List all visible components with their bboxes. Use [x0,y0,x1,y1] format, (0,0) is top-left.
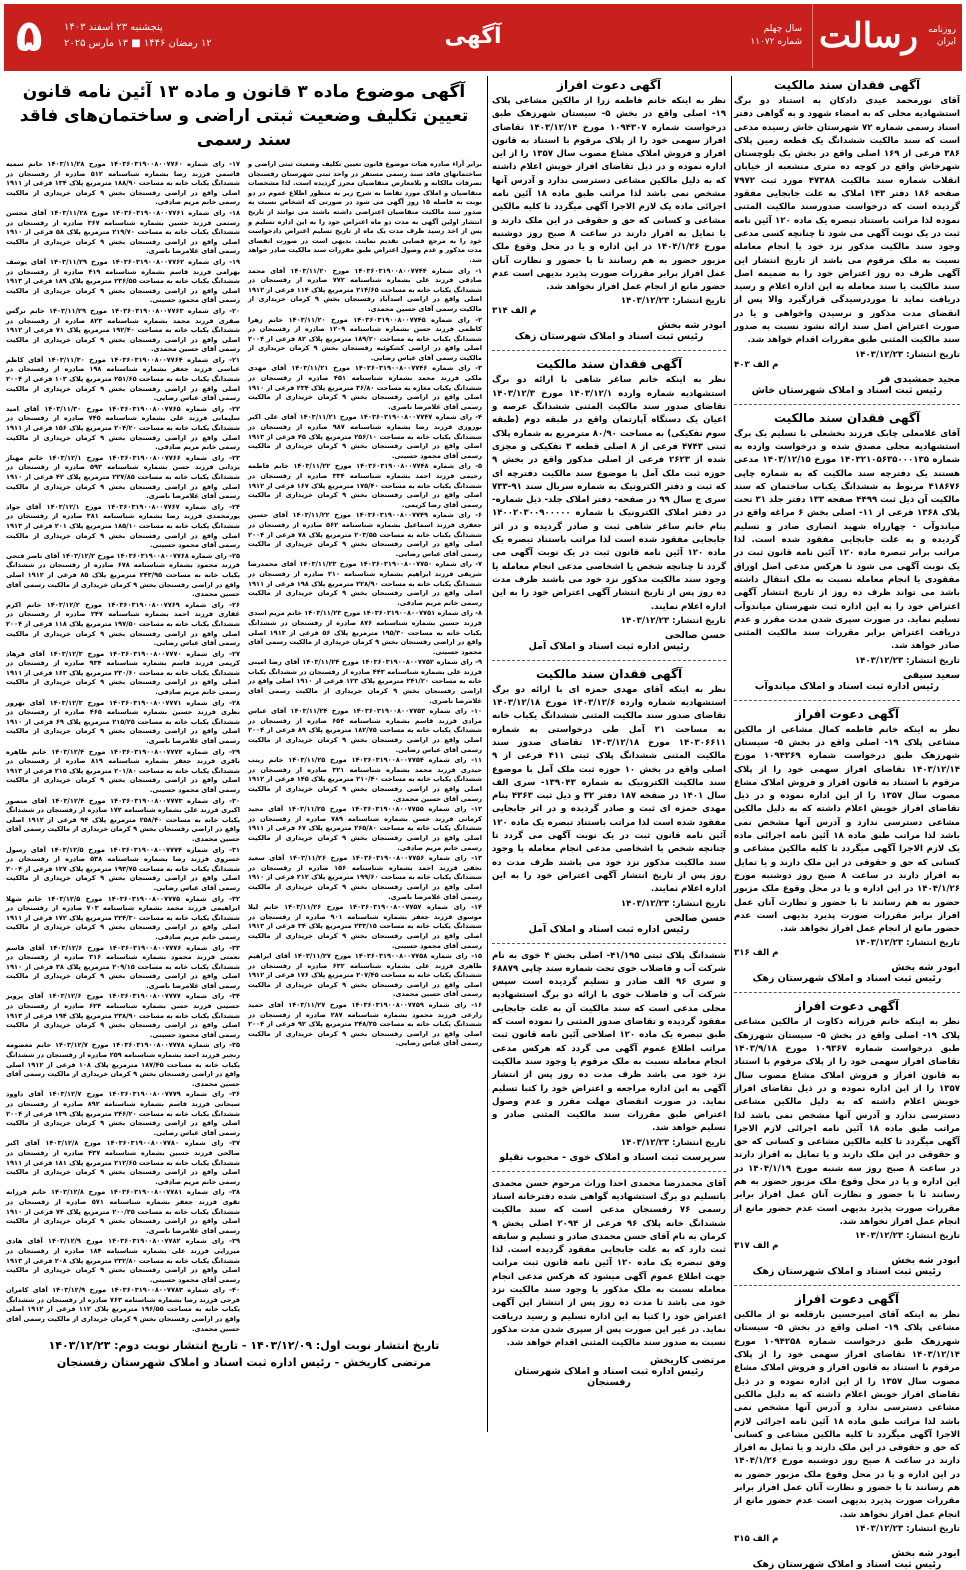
register-entry: ۱۰- رای شماره ۱۴۰۳۶۰۳۱۹۰۰۸۰۰۷۷۵۳ مورخ ۱۴۰۳/۱۱/۲۴ آقای عباس مرادی فرزند قاسم بشماره شناسنامه ۶۵۴ صادره از رفسنجان در ششدانگ یکباب خانه به مساحت ۱۸۲/۷۵ مترمربع پلاک ۸۹ فرعی از ۲۰۰۴ اصلی واقع در اراضی رفسنجان بخش ۹ کرمان خریداری از مالکیت رسمی آقای عباس رضایی. [248,707,482,754]
section-title: آگهی [444,23,502,49]
ad-title: آگهی فقدان سند مالکیت [773,410,921,425]
ad-date: تاریخ انتشار: ۱۴۰۳/۱۲/۲۳ [854,655,960,666]
register-entry: ۲۶- رای شماره ۱۴۰۳۶۰۳۱۹۰۰۸۰۰۷۷۶۹ مورخ ۱۴۰۳/۱۲/۲ خانم اکرم غفاری فرزند احمد بشماره شناسنامه ۲۴۷ صادره از رفسنجان در ششدانگ یکباب خانه به مساحت ۱۹۷/۵۰ مترمربع پلاک ۱۱۸ فرعی از ۲۰۰۴ اصلی واقع در اراضی رفسنجان بخش ۹ کرمان خریداری از مالکیت رسمی آقای عباس رضایی. [6,600,240,648]
register-entry: ۷- رای شماره ۱۴۰۳۶۰۳۱۹۰۰۸۰۰۷۷۵۰ مورخ ۱۴۰۳/۱۱/۲۳ آقای محمدرضا شریفی فرزند ابراهیم بشماره شناسنامه ۲۱۰ صادره از رفسنجان در ششدانگ یکباب خانه به مساحت ۲۲۸/۹۰ مترمربع پلاک ۱۹۸ فرعی از ۱۹۱۱ اصلی واقع در اراضی رفسنجان بخش ۹ کرمان خریداری از مالکیت رسمی خانم مریم صادقی. [248,560,482,607]
ad-code: م الف ۳۱۷ [734,1241,779,1252]
register-entry: ۲۵- رای شماره ۱۴۰۳۶۰۳۱۹۰۰۸۰۰۷۷۶۸ مورخ ۱۴۰۳/۱۲/۲ آقای ناصر فتحی فرزند محمود بشماره شناسنامه ۶۷۸ صادره از رفسنجان در ششدانگ یکباب خانه به مساحت ۲۴۳/۹۵ مترمربع پلاک ۸۵ فرعی از ۱۹۱۲ اصلی واقع در اراضی رفسنجان بخش ۹ کرمان خریداری از مالکیت رسمی آقای حسین محمدی. [6,551,241,599]
ad-date: تاریخ انتشار: ۱۴۰۳/۱۲/۲۳ [620,296,726,307]
register-entry: ۲- رای شماره ۱۴۰۳۶۰۳۱۹۰۰۸۰۰۷۷۴۵ مورخ ۱۴۰۳/۱۱/۲۰ خانم زهرا کاظمی فرزند حسن بشماره شناسنامه ۱۲۰۹ صادره از رفسنجان در ششدانگ یکباب خانه به مساحت ۱۸۹/۲۰ مترمربع پلاک ۸۲ فرعی از ۲۰۰۴ اصلی واقع در اراضی کشکوئیه رفسنجان بخش ۹ کرمان خریداری از مالکیت رسمی آقای عباس رضایی. [248,315,482,362]
ad-signer: سرپرست ثبت اسناد و املاک خوی - محبوب نقیلو [499,1151,726,1163]
register-entry: ۲۰- رای شماره ۱۴۰۳۶۰۳۱۹۰۰۸۰۰۷۷۶۳ مورخ ۱۴۰۳/۱۱/۲۹ خانم نرگس صفری فرزند محمد بشماره شناسنامه ۸۲۳ صادره از رفسنجان در ششدانگ یکباب خانه به مساحت ۱۹۲/۴۰ مترمربع پلاک ۷۱ فرعی از ۱۹۱۲ اصلی واقع در اراضی رفسنجان بخش ۹ کرمان خریداری از مالکیت رسمی آقای حسین محمدی. [6,306,241,354]
ads-column-right [734,76,961,1570]
register-entry: ۱۳- رای شماره ۱۴۰۳۶۰۳۱۹۰۰۸۰۰۷۷۵۶ مورخ ۱۴۰۳/۱۱/۲۶ آقای سعید نجفی فرزند احمد بشماره شناسنامه ۱۵۶ صادره از رفسنجان در ششدانگ یکباب خانه به مساحت ۱۹۹/۶۰ مترمربع پلاک ۲۱۲ فرعی از ۱۹۱۰ اصلی واقع در اراضی رفسنجان بخش ۹ کرمان خریداری از مالکیت رسمی آقای غلامرضا ناصری. [248,854,482,901]
register-entry: ۳- رای شماره ۱۴۰۳۶۰۳۱۹۰۰۸۰۰۷۷۴۶ مورخ ۱۴۰۳/۱۱/۲۱ آقای مهدی ملکی فرزند محمد بشماره شناسنامه ۴۵۱ صادره از رفسنجان در ششدانگ یکباب مغازه به مساحت ۳۶/۸۰ مترمربع پلاک ۲۳۴ فرعی از ۱۹۱۰ اصلی واقع در اراضی رفسنجان بخش ۹ کرمان خریداری از مالکیت رسمی آقای غلامرضا ناصری. [248,364,483,411]
ad-notice [492,78,726,342]
register-entry: ۲۴- رای شماره ۱۴۰۳۶۰۳۱۹۰۰۸۰۰۷۷۶۷ مورخ ۱۴۰۳/۱۲/۱ آقای جواد پورمحمدی فرزند رضا بشماره شناسنامه ۳۸۱ صادره از رفسنجان در ششدانگ یکباب خانه به مساحت ۱۸۵/۱۰ مترمربع پلاک ۲۰۱ فرعی از ۱۹۱۳ اصلی واقع در اراضی رفسنجان بخش ۹ کرمان خریداری از مالکیت رسمی آقای محمود حسینی. [6,502,241,550]
register-entry: ۴۰- رای شماره ۱۴۰۳۶۰۳۱۹۰۰۸۰۰۷۷۸۳ مورخ ۱۴۰۳/۱۲/۹ آقای کامران فرجی فرزند رضا بشماره شناسنامه ۷۶۳ صادره از رفسنجان در ششدانگ یکباب خانه به مساحت ۱۹۶/۵۵ مترمربع پلاک ۱۱۲ فرعی از ۱۹۱۲ اصلی واقع در اراضی رفسنجان بخش ۹ کرمان خریداری از مالکیت رسمی آقای حسین محمدی. [6,1286,241,1333]
ad-notice [734,999,960,1277]
ad-date: تاریخ انتشار: ۱۴۰۳/۱۲/۲۳ [620,898,726,909]
ad-code: م الف ۳۱۶ [734,948,779,959]
ad-office: رئیس ثبت اسناد و املاک شهرستان زهک [514,331,704,343]
ad-notice [734,411,960,692]
register-entry: ۱۱- رای شماره ۱۴۰۳۶۰۳۱۹۰۰۸۰۰۷۷۵۴ مورخ ۱۴۰۳/۱۱/۲۵ خانم زینب حیدری فرزند محمد بشماره شناسنامه ۳۲۱ صادره از رفسنجان در ششدانگ یکباب خانه به مساحت ۲۱۰/۴۰ مترمربع پلاک ۱۴۵ فرعی از ۱۹۱۲ اصلی واقع در اراضی رفسنجان بخش ۹ کرمان خریداری از مالکیت رسمی آقای حسین محمدی. [248,756,482,803]
ad-code: م الف ۴۰۳ [734,359,779,370]
ad-title: آگهی فقدان سند مالکیت [535,666,683,681]
ad-separator [734,700,960,701]
date-solar: پنجشنبه ۲۳ اسفند ۱۴۰۳ [64,22,163,33]
register-entry: ۳۰- رای شماره ۱۴۰۳۶۰۳۱۹۰۰۸۰۰۷۷۷۳ مورخ ۱۴۰۳/۱۲/۴ آقای منصور اکبری فرزند علی بشماره شناسنامه ۱۷۲ صادره از رفسنجان در ششدانگ یکباب خانه به مساحت ۲۵۸/۴۰ مترمربع پلاک ۹۴ فرعی از ۱۹۱۲ اصلی واقع در اراضی رفسنجان بخش ۹ کرمان خریداری از مالکیت رسمی آقای حسین محمدی. [6,796,241,843]
ad-signer: حسن صالحی [664,629,726,641]
register-entry: ۱۵- رای شماره ۱۴۰۳۶۰۳۱۹۰۰۸۰۰۷۷۵۸ مورخ ۱۴۰۳/۱۱/۲۷ آقای ابراهیم طاهری فرزند علی بشماره شناسنامه ۶۳۲ صادره از رفسنجان در ششدانگ یکباب خانه به مساحت ۲۰۷/۴۵ مترمربع پلاک ۱۷۶ فرعی از ۱۹۱۲ اصلی واقع در اراضی رفسنجان بخش ۹ کرمان خریداری از مالکیت رسمی آقای حسین محمدی. [248,952,482,999]
ad-separator [492,350,726,351]
date-info [54,20,264,52]
page-header [4,4,962,68]
masthead-side-line2: ایران [936,37,956,47]
ad-notice [734,707,960,985]
register-entry: ۳۶- رای شماره ۱۴۰۳۶۰۳۱۹۰۰۸۰۰۷۷۷۹ مورخ ۱۴۰۳/۱۲/۷ آقای داوود سبحانی فرزند قاسم بشماره شناسنامه ۸۹۲ صادره از رفسنجان در ششدانگ یکباب خانه به مساحت ۲۴۶/۲۰ مترمربع پلاک ۱۳۹ فرعی از ۲۰۰۴ اصلی واقع در اراضی رفسنجان بخش ۹ کرمان خریداری از مالکیت رسمی آقای عباس رضایی. [6,1090,240,1137]
ad-date: تاریخ انتشار: ۱۴۰۳/۱۲/۲۳ [854,1523,960,1534]
masthead-side [928,24,956,48]
ad-separator [734,404,960,405]
register-entry: ۲۳- رای شماره ۱۴۰۳۶۰۳۱۹۰۰۸۰۰۷۷۶۶ مورخ ۱۴۰۳/۱۲/۱ خانم مهناز یزدانی فرزند حسن بشماره شناسنامه ۵۹۳ صادره از رفسنجان در ششدانگ یکباب خانه به مساحت ۲۲۷/۸۵ مترمربع پلاک ۴۲ فرعی از ۱۹۱۰ اصلی واقع در اراضی رفسنجان بخش ۹ کرمان خریداری از مالکیت رسمی آقای غلامرضا ناصری. [6,453,241,501]
register-entry: ۴- رای شماره ۱۴۰۳۶۰۳۱۹۰۰۸۰۰۷۷۴۷ مورخ ۱۴۰۳/۱۱/۲۱ آقای علی اکبر نوروزی فرزند رضا بشماره شناسنامه ۹۸۷ صادره از رفسنجان در ششدانگ یکباب خانه به مساحت ۲۵۶/۱۰ مترمربع پلاک ۴۵ فرعی از ۱۹۱۳ اصلی واقع در اراضی رفسنجان بخش ۹ کرمان خریداری از مالکیت رسمی آقای محمود حسینی. [248,413,482,460]
register-entry: ۸- رای شماره ۱۴۰۳۶۰۳۱۹۰۰۸۰۰۷۷۵۱ مورخ ۱۴۰۳/۱۱/۲۳ خانم مریم اسدی فرزند حسین بشماره شناسنامه ۸۷۶ صادره از رفسنجان در ششدانگ یکباب خانه به مساحت ۱۹۵/۳۰ مترمربع پلاک ۵۶ فرعی از ۱۹۱۳ اصلی واقع در اراضی رفسنجان بخش ۹ کرمان خریداری از مالکیت رسمی آقای محمود حسینی. [248,609,483,656]
ad-office: رئیس اداره ثبت اسناد و املاک میاندوآب [754,680,940,692]
main-notice-dates: تاریخ انتشار نوبت اول: ۱۴۰۳/۱۲/۰۹ - تاریخ انتشار نوبت دوم: ۱۴۰۳/۱۲/۲۳ [48,1339,440,1353]
register-entry: ۱۶- رای شماره ۱۴۰۳۶۰۳۱۹۰۰۸۰۰۷۷۵۹ مورخ ۱۴۰۳/۱۱/۲۷ آقای حمید زارعی فرزند محمود بشماره شناسنامه ۲۸۷ صادره از رفسنجان در ششدانگ یکباب خانه به مساحت ۲۴۸/۳۵ مترمربع پلاک ۹۲ فرعی از ۲۰۰۴ اصلی واقع در اراضی رفسنجان بخش ۹ کرمان خریداری از مالکیت رسمی آقای عباس رضایی. [248,1001,482,1048]
register-entry: ۶- رای شماره ۱۴۰۳۶۰۳۱۹۰۰۸۰۰۷۷۴۹ مورخ ۱۴۰۳/۱۱/۲۲ آقای حسین جعفری فرزند اسماعیل بشماره شناسنامه ۵۶۲ صادره از رفسنجان در ششدانگ یکباب خانه به مساحت ۲۰۳/۵۵ مترمربع پلاک ۷۸ فرعی از ۲۰۰۴ اصلی واقع در اراضی رفسنجان بخش ۹ کرمان خریداری از مالکیت رسمی آقای عباس رضایی. [248,511,482,558]
register-entry: ۳۴- رای شماره ۱۴۰۳۶۰۳۱۹۰۰۸۰۰۷۷۷۷ مورخ ۱۴۰۳/۱۲/۶ آقای پرویز حسینی فرزند حسن بشماره شناسنامه ۶۲۴ صادره از رفسنجان در ششدانگ یکباب خانه به مساحت ۲۳۸/۹۰ مترمربع پلاک ۱۹۴ فرعی از ۱۹۱۳ اصلی واقع در اراضی رفسنجان بخش ۹ کرمان خریداری از مالکیت رسمی آقای محمود حسینی. [6,992,241,1039]
main-notice-intro: برابر آراء صادره هیات موضوع قانون تعیین تکلیف وضعیت ثبتی اراضی و ساختمانهای فاقد سند رسمی مستقر در واحد ثبتی شهرستان رفسنجان تصرفات مالکانه و بلامعارض متقاضیان محرز گردیده است. لذا مشخصات متقاضیان و املاک مورد تقاضا به شرح زیر به منظور اطلاع عموم در دو نوبت به فاصله ۱۵ روز آگهی می شود در صورتی که اشخاص نسبت به صدور سند مالکیت متقاضیان اعتراضی داشته باشند می توانند از تاریخ انتشار اولین آگهی به مدت دو ماه اعتراض خود را به این اداره تسلیم و پس از اخذ رسید ظرف مدت یک ماه از تاریخ تسلیم اعتراض دادخواست خود را به مرجع قضایی تقدیم نمایند. بدیهی است در صورت انقضای مدت مذکور و عدم وصول اعتراض طبق مقررات سند مالکیت صادر خواهد شد. [248,160,482,264]
ad-body: نظر به اینکه خانم فرزانه ذکاوت از مالکین مشاعی پلاک ۱۹- اصلی واقع در بخش ۵- سیستان شهرزهک طبق درخواست شماره ۱۰۹۳۶۷ مورخ ۱۴۰۳/۹/۱۸ تقاضای افراز سهمی خود را از پلاک مرقوم با استناد به قانون افراز و فروش املاک مشاع مصوب سال ۱۳۵۷ را از این اداره نموده و در ذیل تقاضای افراز خویش اعلام داشته که به دلیل مالکین مشاعی دسترسی ندارد و آدرس آنها مشخص نمی باشد لذا مراتب طبق ماده ۱۸ آئین نامه اجرائی لازم الاجرا آگهی میگردد تا کلیه مالکین مشاعی و کسانی که حق و حقوقی در این ملک دارند و یا تمایل به افراز دارند در ساعت ۸ صبح روز سه شنبه مورخ ۱۴۰۴/۱/۱۹ در این اداره و یا در محل وقوع ملک مزبور حضور به هم رسانند تا با حضور و نظارت آنان عمل افراز برابر مقررات صورت پذیرد بدیهی است عدم حضور مانع از انجام عمل افراز نخواهد شد. [734,1017,961,1227]
register-entry: ۳۱- رای شماره ۱۴۰۳۶۰۳۱۹۰۰۸۰۰۷۷۷۴ مورخ ۱۴۰۳/۱۲/۵ آقای رسول خسروی فرزند رضا بشماره شناسنامه ۵۳۸ صادره از رفسنجان در ششدانگ یکباب خانه به مساحت ۱۹۳/۷۵ مترمربع پلاک ۱۲۷ فرعی از ۲۰۰۴ اصلی واقع در اراضی رفسنجان بخش ۹ کرمان خریداری از مالکیت رسمی آقای عباس رضایی. [6,845,241,892]
ad-separator [492,1171,726,1172]
register-entry: ۱۲- رای شماره ۱۴۰۳۶۰۳۱۹۰۰۸۰۰۷۷۵۵ مورخ ۱۴۰۳/۱۱/۲۵ آقای مجید کرمانی فرزند حسن بشماره شناسنامه ۷۸۹ صادره از رفسنجان در ششدانگ یکباب خانه به مساحت ۲۶۵/۸۰ مترمربع پلاک ۶۷ فرعی از ۱۹۱۱ اصلی واقع در اراضی رفسنجان بخش ۹ کرمان خریداری از مالکیت رسمی خانم مریم صادقی. [248,805,482,852]
newspaper-logo: رسالت [819,16,919,56]
register-entry: ۳۷- رای شماره ۱۴۰۳۶۰۳۱۹۰۰۸۰۰۷۷۸۰ مورخ ۱۴۰۳/۱۲/۸ آقای اکبر صالحی فرزند حسین بشماره شناسنامه ۴۳۷ صادره از رفسنجان در ششدانگ یکباب خانه به مساحت ۲۱۲/۶۵ مترمربع پلاک ۱۸۱ فرعی از ۱۹۱۱ اصلی واقع در اراضی رفسنجان بخش ۹ کرمان خریداری از مالکیت رسمی خانم مریم صادقی. [6,1139,241,1186]
ad-code: م الف ۳۱۴ [492,306,537,317]
ad-signer: ابودر شه بخش [891,1547,960,1559]
ad-body: نظر به اینکه خانم فاطمه کمال مشاعی از مالکین مشاعی پلاک ۱۹- اصلی واقع در بخش ۵- سیستان شهرزهک طبق درخواست شماره ۱۰۹۴۲۶۹ مورخ ۱۴۰۳/۱۲/۱۴ تقاضای افراز سهمی خود را از پلاک مرقوم با استناد به قانون افراز و فروش املاک مشاع مصوب سال ۱۳۵۷ را از این اداره نموده و در ذیل تقاضای افراز خویش اعلام داشته که به دلیل مالکین مشاعی دسترسی ندارد و آدرس آنها مشخص نمی باشد لذا مراتب طبق ماده ۱۸ آئین نامه اجرائی ماده یک لازم الاجرا آگهی میگردد تا کلیه مالکین مشاعی و کسانی که حق و حقوقی در این ملک دارند و یا تمایل به افراز دارند در ساعت ۸ صبح روز دوشنبه مورخ ۱۴۰۴/۱/۲۶ در این اداره و یا در محل وقوع ملک مزبور حضور به هم رسانند تا با حضور و نظارت آنان عمل افراز برابر مقررات صورت پذیرد بدیهی است عدم حضور مانع از انجام عمل افراز نخواهد شد. [734,724,960,935]
ad-body: نظر به اینکه خانم فاطمه زرا از مالکین مشاعی پلاک ۱۹- اصلی واقع در بخش ۵- سیستان شهرزهک طبق درخواست شماره ۱۰۹۴۳۰۷ مورخ ۱۴۰۳/۱۲/۱۴ تقاضای افراز سهمی خود را از پلاک مرقوم با استناد به قانون افراز و فروش املاک مشاع مصوب سال ۱۳۵۷ را از این اداره نموده و در ذیل تقاضای افراز خویش اعلام داشته که به دلیل مالکین مشاعی دسترسی ندارد و آدرس آنها مشخص نمی باشد لذا مراتب طبق ماده ۱۸ آئین نامه اجرائی ماده یک لازم الاجرا آگهی میگردد تا کلیه مالکین مشاعی و کسانی که حق و حقوقی در این ملک دارند و یا تمایل به افراز دارند در ساعت ۸ صبح روز دوشنبه مورخ ۱۴۰۴/۱/۲۶ در این اداره و یا در محل وقوع ملک مزبور حضور به هم رسانند تا با حضور و نظارت آنان عمل افراز برابر مقررات صورت پذیرد بدیهی است عدم حضور مانع از انجام عمل افراز نخواهد شد. [492,96,727,293]
ad-notice [734,78,960,396]
ad-signer: مجید جمشیدی فر [878,373,960,385]
ad-date: تاریخ انتشار: ۱۴۰۳/۱۲/۲۳ [854,349,960,360]
ad-title: آگهی دعوت افراز [795,706,899,721]
main-notice-title: آگهی موضوع ماده ۳ قانون و ماده ۱۳ آئین نامه قانون تعیین تکلیف وضعیت ثبتی اراضی و ساختمان‌های فاقد سند رسمی [19,82,469,150]
register-entry: ۲۱- رای شماره ۱۴۰۳۶۰۳۱۹۰۰۸۰۰۷۷۶۴ مورخ ۱۴۰۳/۱۱/۳۰ آقای کاظم عباسی فرزند جعفر بشماره شناسنامه ۱۹۸ صادره از رفسنجان در ششدانگ یکباب خانه به مساحت ۲۵۱/۶۵ مترمربع پلاک ۱۰۳ فرعی از ۲۰۰۴ اصلی واقع در اراضی رفسنجان بخش ۹ کرمان خریداری از مالکیت رسمی آقای عباس رضایی. [6,355,240,403]
ad-office: رئیس ثبت اسناد و املاک شهرستان خاش [751,384,943,396]
ad-office: رئیس اداره ثبت اسناد و املاک شهرستان رفسنجان [514,1365,704,1388]
ad-body: ششدانگ پلاک ثبتی ۴۱/۱۹۵- اصلی بخش ۴ خوی به نام شرکت آب و فاضلاب خوی تحت شماره سند چاپی ۶۸۸۷۹ و سری ۹۶ الف صادر و تسلیم گردیده است سپس شرکت آب و فاضلاب خوی با ارائه دو برگ استشهادیه محلی مدعی است که سند مالکیت آن به علت جابجایی مفقود گردیده و تقاضای صدور المثنی را نموده است که طبق تبصره یک ماده ۱۲۰ اصلاحی آئین نامه قانون ثبت مراتب اطلاع عموم آگهی می گردد که هرکس مدعی انجام معامله نسبت به ملک مرقوم یا وجود سند مالکیت نزد خود می باشد ظرف مدت ده روز پس از انتشار آگهی به این اداره مراجعه و اعتراض خود را کتبا تسلیم نماید. در صورت انقضای مهلت مقرر و عدم وصول اعتراض طبق مقررات سند مالکیت المثنی صادر و تسلیم خواهد شد. [492,950,727,1134]
ad-separator [734,992,960,993]
ad-separator [492,943,726,944]
ad-signer: حسن صالحی [664,912,726,924]
issue-number: شماره ۱۱۰۷۲ [750,37,802,47]
ad-notice [492,357,726,651]
ad-body: آقای نورمحمد عیدی دادکان به استناد دو برگ استشهادیه محلی که به امضاء شهود و به گواهی دفتر اسناد رسمی شماره ۷۲ شهرستان خاش رسیده مدعی است که سند مالکیت ششدانگ یک قطعه زمین پلاک ۳۸۶ فرعی از ۱۶۹ اصلی واقع در بخش یک بلوچستان شهرخاش واقع در کوچه ده متری منشعبه از خیابان انقلاب شماره سند مالکیت ۴۷۳۸۸ مورد ثبت ۷۹۷۲ صفحه ۱۸۶ دفتر ۱۴۳ املاک به علت جابجایی مفقود گردیده است که درخواست صدورسند مالکیت المثنی نموده لذا مراتب باستناد تبصره یک ماده ۱۲۰ آئین نامه ثبت در یک نوبت آگهی می شود تا چنانچه کسی مدعی وجود سند مالکیت مذکور نزد خود یا انجام معامله نسبت به ملک مرقوم می باشد از تاریخ انتشار این آگهی ظرف ده روز اعتراض خود را به ضمیمه اصل سند مالکیت یا سند معامله به این اداره اعلام و رسید دریافت نماید تا موردرسیدگی قرارگیرد والا پس از انقضای مدت مذکور و نرسیدن واخواهی و یا در صورت اعتراض اصل سند ارائه نشود نسبت به صدور سند مالکیت المثنی طبق مقررات اقدام خواهد شد. [734,96,961,346]
register-entry: ۳۳- رای شماره ۱۴۰۳۶۰۳۱۹۰۰۸۰۰۷۷۷۶ مورخ ۱۴۰۳/۱۲/۶ آقای قاسم نعمتی فرزند محمود بشماره شناسنامه ۳۱۶ صادره از رفسنجان در ششدانگ یکباب خانه به مساحت ۲۰۹/۱۵ مترمربع پلاک ۳۸ فرعی از ۱۹۱۰ اصلی واقع در اراضی رفسنجان بخش ۹ کرمان خریداری از مالکیت رسمی آقای غلامرضا ناصری. [6,943,241,990]
register-entry: ۹- رای شماره ۱۴۰۳۶۰۳۱۹۰۰۸۰۰۷۷۵۲ مورخ ۱۴۰۳/۱۱/۲۴ آقای رضا امینی فرزند علی بشماره شناسنامه ۴۴۳ صادره از رفسنجان در ششدانگ یکباب خانه به مساحت ۲۴۱/۲۰ مترمربع پلاک ۱۲۳ فرعی از ۱۹۱۰ اصلی واقع در اراضی رفسنجان بخش ۹ کرمان خریداری از مالکیت رسمی آقای غلامرضا ناصری. [248,658,483,705]
ad-body: نظر به اینکه خانم ساغر شاهی با ارائه دو برگ استشهادیه شماره وارده ۱۴۰۳/۱۲/۱ مورخ ۱۴۰۳/۱۲/۳ تقاضای صدور سند مالکیت المثنی ششدانگ عرصه و اعیان یک دستگاه آپارتمان واقع در طبقه دوم (طبقه سوم تفکیکی) به مساحت ۸۰/۹۰ مترمربع به شماره پلاک ثبتی ۴۷۴۳ فرعی از ۸ اصلی قطعه ۳ تفکیکی و مجزی شده از ۲۶۲۳ فرعی از اصلی مذکور واقع در بخش ۹ حوزه ثبت ملک آمل با موضوع سند مالکیت دفترچه ای که ثبت و دفتر الکترونیک به شماره سریال سند ۹۱-۷۳۳ سری ج سال ۹۹ در صفحه- دفتر املاک جلد- ذیل شماره- در دفتر املاک الکترونیک با شماره ۱۴۰۰۲۰۳۰۰۹۰۰۰۰۰ بنام خانم ساغر شاهی ثبت و صادر گردیده و در اثر جابجایی مفقود شده است لذا مراتب باستناد تبصره یک ماده ۱۲۰ آئین نامه قانون ثبت در یک نوبت آگهی می گردد تا چنانچه شخص یا اشخاصی مدعی انجام معامله یا وجود سند مالکیت مذکور نزد خود می باشند ظرف مدت ده روز پس از تاریخ انتشار آگهی اعتراض خود را به این اداره اعلام نمایند. [492,375,727,612]
ad-date: تاریخ انتشار: ۱۴۰۳/۱۲/۲۳ [854,1231,960,1242]
register-entry: ۲۲- رای شماره ۱۴۰۳۶۰۳۱۹۰۰۸۰۰۷۷۶۵ مورخ ۱۴۰۳/۱۱/۳۰ آقای امید سلیمانی فرزند علی بشماره شناسنامه ۷۴۵ صادره از رفسنجان در ششدانگ یکباب خانه به مساحت ۲۰۴/۲۰ مترمربع پلاک ۱۵۶ فرعی از ۱۹۱۱ اصلی واقع در اراضی رفسنجان بخش ۹ کرمان خریداری از مالکیت رسمی خانم مریم صادقی. [6,404,241,452]
ad-signer: ابودر شه بخش [891,962,960,974]
register-entry: ۵- رای شماره ۱۴۰۳۶۰۳۱۹۰۰۸۰۰۷۷۴۸ مورخ ۱۴۰۳/۱۱/۲۲ خانم فاطمه رحیمی فرزند احمد بشماره شناسنامه ۳۳۴ صادره از رفسنجان در ششدانگ یکباب خانه به مساحت ۱۷۵/۴۰ مترمربع پلاک ۱۶۷ فرعی از ۱۹۱۲ اصلی واقع در اراضی رفسنجان بخش ۹ کرمان خریداری از مالکیت رسمی آقای رضا کریمی. [248,462,483,509]
register-entry: ۱- رای شماره ۱۴۰۳۶۰۳۱۹۰۰۸۰۰۷۷۴۴ مورخ ۱۴۰۳/۱۱/۲۰ آقای محمد صادقی فرزند علی بشماره شناسنامه ۷۷۲ صادره از رفسنجان در ششدانگ یکباب خانه به مساحت ۲۱۴/۶۵ مترمربع پلاک ۱۱۴ فرعی از ۱۹۱۲ اصلی واقع در اراضی اسدآباد رفسنجان بخش ۹ کرمان خریداری از مالکیت رسمی آقای حسین محمدی. [248,266,482,313]
ad-code: م الف ۳۱۵ [734,1533,779,1544]
ad-notice [492,1178,726,1388]
register-entry: ۲۷- رای شماره ۱۴۰۳۶۰۳۱۹۰۰۸۰۰۷۷۷۰ مورخ ۱۴۰۳/۱۲/۳ آقای فرهاد کریمی فرزند قاسم بشماره شناسنامه ۹۳۴ صادره از رفسنجان در ششدانگ یکباب خانه به مساحت ۲۳۰/۶۰ مترمربع پلاک ۱۶۳ فرعی از ۱۹۱۱ اصلی واقع در اراضی رفسنجان بخش ۹ کرمان خریداری از مالکیت رسمی خانم مریم صادقی. [6,649,240,697]
register-entry: ۳۹- رای شماره ۱۴۰۳۶۰۳۱۹۰۰۸۰۰۷۷۸۲ مورخ ۱۴۰۳/۱۲/۹ آقای هادی میرزایی فرزند علی بشماره شناسنامه ۱۸۴ صادره از رفسنجان در ششدانگ یکباب خانه به مساحت ۲۳۲/۸۰ مترمربع پلاک ۲۰۸ فرعی از ۱۹۱۳ اصلی واقع در اراضی رفسنجان بخش ۹ کرمان خریداری از مالکیت رسمی آقای محمود حسینی. [6,1237,240,1284]
ad-title: آگهی دعوت افراز [795,1292,899,1307]
ad-signer: ابودر شه بخش [657,320,726,332]
ads-column-middle [492,76,726,1432]
main-notice-col-left [6,160,240,1335]
masthead-side-line1: روزنامه [928,25,956,35]
ad-body: نظر به اینکه آقای امیرحسین بارقلعه نو از مالکین مشاعی پلاک ۱۹- اصلی واقع در بخش ۵- سیستان شهرزهک طبق درخواست شماره ۱۰۹۴۲۵۸ مورخ ۱۴۰۳/۱۲/۱۴ تقاضای افراز سهمی خود را از پلاک مرقوم با استناد به قانون افراز و فروش املاک مشاع مصوب سال ۱۳۵۷ را از این اداره نموده و در ذیل تقاضای افراز خویش اعلام داشته که به دلیل مالکین مشاعی دسترسی ندارد و آدرس آنها مشخص نمی باشد لذا مراتب طبق ماده ۱۸ آئین نامه اجرائی لازم الاجرا آگهی میگردد تا کلیه مالکین مشاعی و کسانی که حق و حقوقی در این ملک دارند و یا تمایل به افراز دارند در ساعت ۸ صبح روز دوشنبه مورخ ۱۴۰۴/۱/۲۶ در این اداره و یا در محل وقوع ملک مزبور حضور به هم رسانند تا با حضور و نظارت آنان عمل افراز برابر مقررات صورت پذیرد بدیهی است عدم حضور مانع از انجام عمل افراز نخواهد شد. [734,1310,961,1520]
column-divider [731,76,732,1432]
ad-office: رئیس ثبت اسناد و املاک شهرستان زهک [752,1558,942,1570]
ad-separator [492,660,726,661]
ad-notice [492,667,726,935]
ad-title: آگهی دعوت افراز [557,78,661,92]
ad-office: رئیس اداره ثبت اسناد و املاک آمل [528,640,690,652]
ad-signer: سعید سیفی [902,669,960,681]
ad-office: رئیس ثبت اسناد و املاک شهرستان زهک [752,1266,942,1278]
ad-date: تاریخ انتشار: ۱۴۰۳/۱۲/۲۳ [620,615,726,626]
register-entry: ۳۲- رای شماره ۱۴۰۳۶۰۳۱۹۰۰۸۰۰۷۷۷۵ مورخ ۱۴۰۳/۱۲/۵ خانم شهلا ابراهیمی فرزند محمد بشماره شناسنامه ۷۰۳ صادره از رفسنجان در ششدانگ یکباب خانه به مساحت ۲۲۴/۳۰ مترمربع پلاک ۱۷۲ فرعی از ۱۹۱۱ اصلی واقع در اراضی رفسنجان بخش ۹ کرمان خریداری از مالکیت رسمی خانم مریم صادقی. [6,894,241,941]
main-notice-body [6,160,482,1335]
register-entry: ۱۴- رای شماره ۱۴۰۳۶۰۳۱۹۰۰۸۰۰۷۷۵۷ مورخ ۱۴۰۳/۱۱/۲۶ خانم لیلا موسوی فرزند جعفر بشماره شناسنامه ۹۰۱ صادره از رفسنجان در ششدانگ یکباب خانه به مساحت ۲۳۳/۱۵ مترمربع پلاک ۳۴ فرعی از ۱۹۱۳ اصلی واقع در اراضی رفسنجان بخش ۹ کرمان خریداری از مالکیت رسمی آقای محمود حسینی. [248,903,483,950]
ad-body: آقای غلامعلی چابک فرزند بخشعلی با تسلیم یک برگ استشهادیه محلی مصدق شده و درخواست وارده به شماره ۱۴۰۳۲۱۰۵۶۳۵۰۰۰۱۳۵ مورخ ۱۴۰۳/۱۲/۱۵ مدعی هستند یک دفترچه سند مالکیت که به شماره چاپی ۴۱۸۶۷۶ مربوط به ششدانگ یکباب ساختمان که سند مالکیت آن ذیل ثبت ۴۴۹۹ صفحه ۱۳۳ دفتر جلد ۳۱ تحت پلاک ۱۳۶۸ فرعی از ۱۱- اصلی بخش ۶ مراغه واقع در میاندوآب - چهارراه شهید انصاری صادر و تسلیم گردیده و به علت جابجایی مفقود شده است. لذا مراتب برابر تبصره ماده ۱۲۰ آئین نامه قانون ثبت در یک نوبت آگهی می شود تا هرکس مدعی اصل اوراق مفقودی یا انجام معامله نسبت به ملک انتقال داشته باشد می تواند ظرف ده روز از تاریخ انتشار آگهی اعتراض خود را به این اداره ثبت شهرستان میاندوآب تسلیم نماید. در صورت سپری شدن مدت مقرر و عدم دریافت اعتراض برابر مقررات سند مالکیت المثنی صادر خواهد شد. [734,428,961,652]
register-entry: ۲۸- رای شماره ۱۴۰۳۶۰۳۱۹۰۰۸۰۰۷۷۷۱ مورخ ۱۴۰۳/۱۲/۳ آقای بهروز نظری فرزند حسین بشماره شناسنامه ۴۶۵ صادره از رفسنجان در ششدانگ یکباب خانه به مساحت ۲۱۵/۲۵ مترمربع پلاک ۶۹ فرعی از ۱۹۱۰ اصلی واقع در اراضی رفسنجان بخش ۹ کرمان خریداری از مالکیت رسمی آقای غلامرضا ناصری. [6,698,241,746]
column-divider [487,76,488,1432]
date-other: ۱۲ رمضان ۱۴۴۶ ■ ۱۳ مارس ۲۰۲۵ [64,38,212,49]
ad-signer: مرتضی کاریخش [649,1354,726,1366]
ad-title: آگهی دعوت افراز [795,999,899,1014]
header-rule [4,68,962,71]
ad-signer: ابودر شه بخش [891,1255,960,1267]
page-number: ۵ [15,10,43,62]
issue-year: سال چهلم [763,24,802,34]
register-entry: ۱۸- رای شماره ۱۴۰۳۶۰۳۱۹۰۰۸۰۰۷۷۶۱ مورخ ۱۴۰۳/۱۱/۲۸ آقای محسن رستمی فرزند حسین بشماره شناسنامه ۳۶۷ صادره از رفسنجان در ششدانگ یکباب خانه به مساحت ۲۱۹/۷۰ مترمربع پلاک ۵۸ فرعی از ۱۹۱۰ اصلی واقع در اراضی رفسنجان بخش ۹ کرمان خریداری از مالکیت رسمی آقای غلامرضا ناصری. [6,208,241,256]
main-notice-signer: مرتضی کاریخش - رئیس اداره ثبت اسناد و املاک شهرستان رفسنجان [56,1356,432,1370]
ad-date: تاریخ انتشار: ۱۴۰۳/۱۲/۲۳ [854,938,960,949]
ad-office: رئیس ثبت اسناد و املاک شهرستان زهک [752,973,942,985]
masthead [812,4,962,68]
ad-title: آگهی فقدان سند مالکیت [535,357,683,372]
main-notice [6,76,482,1432]
register-entry: ۱۹- رای شماره ۱۴۰۳۶۰۳۱۹۰۰۸۰۰۷۷۶۲ مورخ ۱۴۰۳/۱۱/۲۹ آقای یوسف بهرامی فرزند قاسم بشماره شناسنامه ۴۱۹ صادره از رفسنجان در ششدانگ یکباب خانه به مساحت ۲۳۶/۵۵ مترمربع پلاک ۱۸۹ فرعی از ۱۹۱۳ اصلی واقع در اراضی رفسنجان بخش ۹ کرمان خریداری از مالکیت رسمی آقای محمود حسینی. [6,257,241,305]
ad-office: رئیس اداره ثبت اسناد و املاک آمل [528,923,690,935]
register-entry: ۲۹- رای شماره ۱۴۰۳۶۰۳۱۹۰۰۸۰۰۷۷۷۲ مورخ ۱۴۰۳/۱۲/۴ خانم طاهره باقری فرزند جعفر بشماره شناسنامه ۸۱۹ صادره از رفسنجان در ششدانگ یکباب خانه به مساحت ۲۰۱/۸۰ مترمربع پلاک ۲۱۵ فرعی از ۱۹۱۳ اصلی واقع در اراضی رفسنجان بخش ۹ کرمان خریداری از مالکیت رسمی آقای محمود حسینی. [6,747,241,794]
issue-info [682,23,812,49]
ad-date: تاریخ انتشار: ۱۴۰۳/۱۲/۲۳ [620,1137,726,1148]
register-entry: ۳۸- رای شماره ۱۴۰۳۶۰۳۱۹۰۰۸۰۰۷۷۸۱ مورخ ۱۴۰۳/۱۲/۸ خانم فرزانه تقوی فرزند جعفر بشماره شناسنامه ۵۷۱ صادره از رفسنجان در ششدانگ یکباب خانه به مساحت ۲۰۰/۳۵ مترمربع پلاک ۷۴ فرعی از ۱۹۱۰ اصلی واقع در اراضی رفسنجان بخش ۹ کرمان خریداری از مالکیت رسمی آقای غلامرضا ناصری. [6,1188,240,1235]
ad-body: آقای محمدرضا محمدی احدا وراث مرحوم حسن محمدی باتسلیم دو برگ استشهادیه گواهی شده دفترخانه اسناد رسمی ۷۶ رفسنجان مدعی است که سند مالکیت ششدانگ خانه پلاک ۹۶ فرعی از ۲۰۹۴ اصلی بخش ۹ کرمان به نام آقای حسن محمدی صادر و تسلیم و سابقه ثبت دارد که به علت جابجایی مفقود گردیده است. لذا وفق تبصره یک ماده ۱۲۰ آئین نامه قانون ثبت مراتب جهت اطلاع عموم آگهی میشود که هرکس مدعی انجام معامله نسبت به ملک مذکور یا وجود سند مالکیت نزد خود می باشد تا مدت ده روز پس از انتشار این آگهی اعتراض خود را کتبا به این اداره تسلیم و رسید دریافت نماید. در غیر این صورت پس از سپری شدن مدت مذکور نسبت به صدور سند مالکیت المثنی اقدام خواهد شد. [492,1178,726,1349]
ad-notice [492,950,726,1163]
register-entry: ۳۵- رای شماره ۱۴۰۳۶۰۳۱۹۰۰۸۰۰۷۷۷۸ مورخ ۱۴۰۳/۱۲/۷ خانم معصومه رنجبر فرزند احمد بشماره شناسنامه ۲۵۹ صادره از رفسنجان در ششدانگ یکباب خانه به مساحت ۱۸۷/۴۵ مترمربع پلاک ۱۰۸ فرعی از ۱۹۱۲ اصلی واقع در اراضی رفسنجان بخش ۹ کرمان خریداری از مالکیت رسمی آقای حسین محمدی. [6,1041,241,1088]
main-notice-col-right [248,160,482,1335]
register-entry: ۱۷- رای شماره ۱۴۰۳۶۰۳۱۹۰۰۸۰۰۷۷۶۰ مورخ ۱۴۰۳/۱۱/۲۸ خانم سمیه قاسمی فرزند رضا بشماره شناسنامه ۵۱۲ صادره از رفسنجان در ششدانگ یکباب خانه به مساحت ۱۸۸/۹۰ مترمربع پلاک ۱۳۴ فرعی از ۱۹۱۱ اصلی واقع در اراضی رفسنجان بخش ۹ کرمان خریداری از مالکیت رسمی خانم مریم صادقی. [6,160,240,207]
ad-notice [734,1292,960,1570]
ad-separator [734,1285,960,1286]
ad-title: آگهی فقدان سند مالکیت [773,78,921,92]
ad-body: نظر به اینکه آقای مهدی حمزه ای با ارائه دو برگ استشهادیه شماره وارده ۱۴۰۳/۱۲/۶ مورخ ۱۴۰۳/۱۲/۱۸ تقاضای صدور سند مالکیت المثنی ششدانگ یکباب خانه به مساحت ۲۱ آمل طی درخواستی به شماره ۱۴۰۳۰۶۶۱۱ مورخ ۱۴۰۳/۱۲/۱۸ تقاضای صدور سند مالکیت المثنی ششدانگ پلاک ثبتی ۴۱۱ فرعی از ۹ اصلی واقع در بخش ۱۰ حوزه ثبت ملک آمل با موضوع سند مالکیت الکترونیک به شماره ۱۳۹۰۴۳- سری الف سال ۱۴۰۱ در صفحه ۱۸۷ دفتر ۳۲ و ذیل ثبت ۴۳۶۳ بنام مهدی حمزه ای ثبت و صادر گردیده و در اثر جابجایی مفقود شده است لذا مراتب باستناد تبصره یک ماده ۱۲۰ آئین نامه قانون ثبت در یک نوبت آگهی می گردد تا چنانچه شخص یا اشخاصی مدعی انجام معامله یا وجود سند مالکیت مذکور نزد خود می باشند ظرف مدت ده روز پس از تاریخ انتشار آگهی اعتراض خود را به این اداره اعلام نمایند. [492,684,726,895]
